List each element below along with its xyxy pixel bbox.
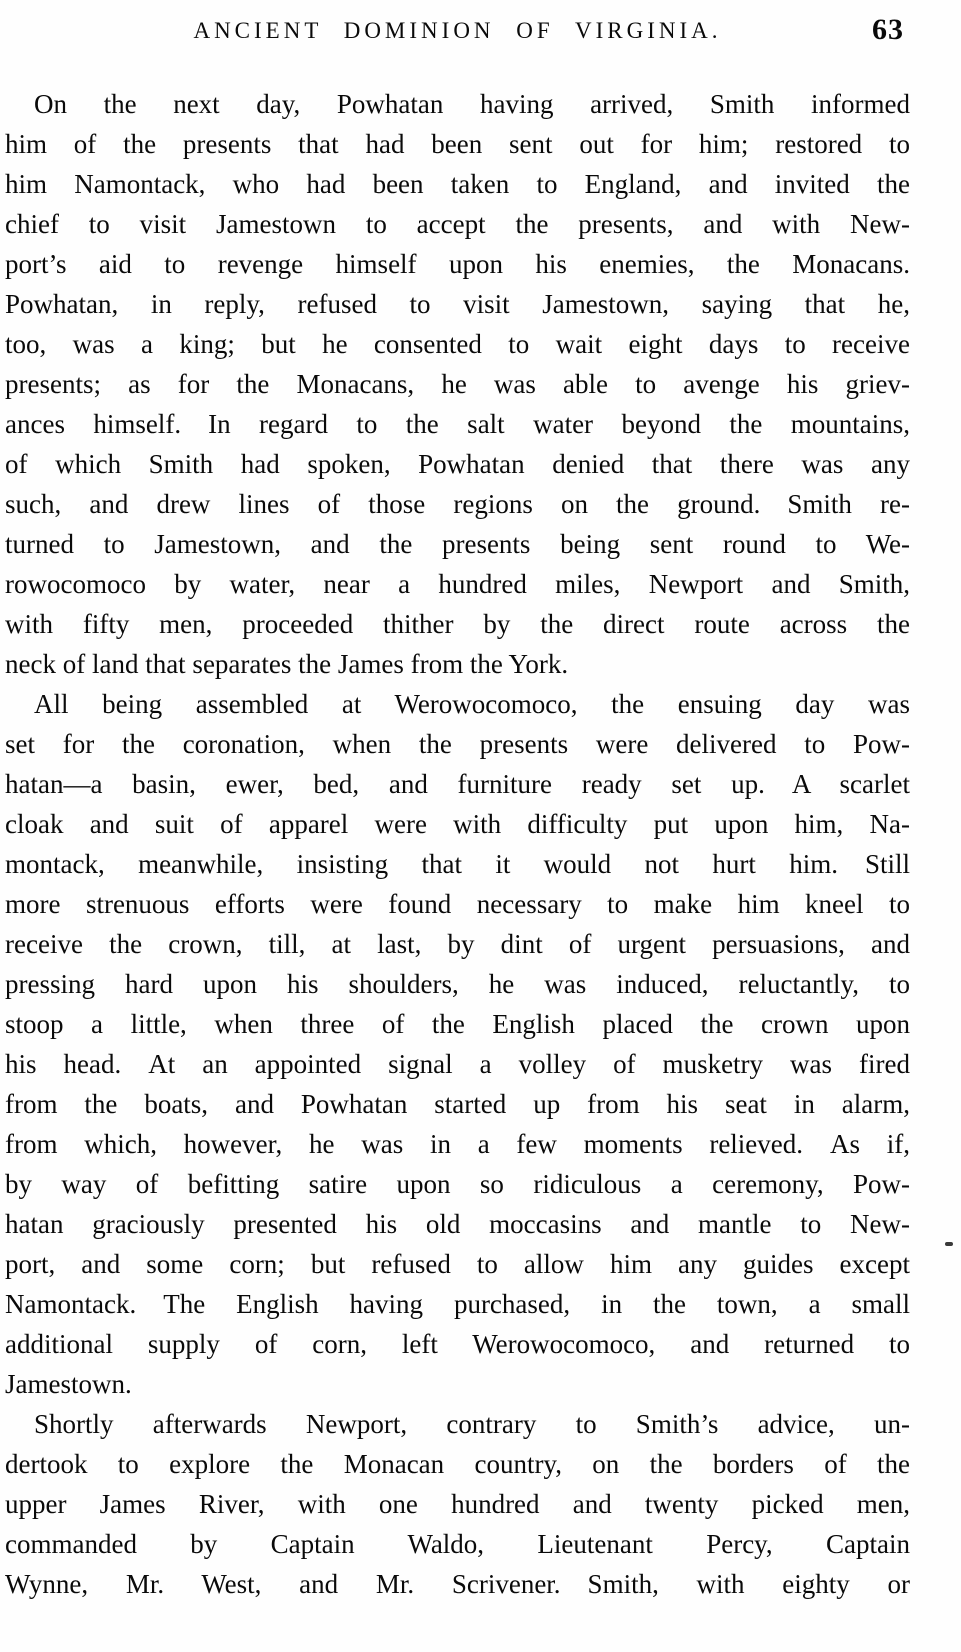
text-line: such, and drew lines of those regions on the ground. Smith re- xyxy=(5,489,910,519)
text-line: too, was a king; but he consented to wait eight days to receive xyxy=(5,329,910,359)
text-line: upper James River, with one hundred and twenty picked men, xyxy=(5,1489,910,1519)
paragraph xyxy=(5,84,910,684)
text-line: presents; as for the Monacans, he was able to avenge his griev- xyxy=(5,369,910,399)
text-line: On the next day, Powhatan having arrived, Smith informed xyxy=(34,89,910,119)
text-line: additional supply of corn, left Werowocomoco, and returned to xyxy=(5,1329,910,1359)
text-line: neck of land that separates the James from the York. xyxy=(5,649,569,679)
text-line: ances himself. In regard to the salt water beyond the mountains, xyxy=(5,409,910,439)
text-line: port, and some corn; but refused to allow him any guides except xyxy=(5,1249,910,1279)
text-line: Jamestown. xyxy=(5,1369,132,1399)
text-line: Namontack. The English having purchased, in the town, a small xyxy=(5,1289,910,1319)
text-line: receive the crown, till, at last, by dint of urgent persuasions, and xyxy=(5,929,910,959)
page-number: 63 xyxy=(872,13,904,46)
text-line: turned to Jamestown, and the presents being sent round to We- xyxy=(5,529,910,559)
text-line: him of the presents that had been sent out for him; restored to xyxy=(5,129,910,159)
text-line: hatan—a basin, ewer, bed, and furniture ready set up. A scarlet xyxy=(5,769,910,799)
text-line: from the boats, and Powhatan started up from his seat in alarm, xyxy=(5,1089,910,1119)
text-line: pressing hard upon his shoulders, he was induced, reluctantly, to xyxy=(5,969,910,999)
text-line: more strenuous efforts were found necessary to make him kneel to xyxy=(5,889,910,919)
text-line: dertook to explore the Monacan country, on the borders of the xyxy=(5,1449,910,1479)
text-line: Powhatan, in reply, refused to visit Jamestown, saying that he, xyxy=(5,289,910,319)
text-line: rowocomoco by water, near a hundred miles, Newport and Smith, xyxy=(5,569,910,599)
text-line: from which, however, he was in a few moments relieved. As if, xyxy=(5,1129,910,1159)
text-line: hatan graciously presented his old moccasins and mantle to New- xyxy=(5,1209,910,1239)
text-line: him Namontack, who had been taken to England, and invited the xyxy=(5,169,910,199)
page-header xyxy=(5,13,910,54)
text-line: commanded by Captain Waldo, Lieutenant Percy, Captain xyxy=(5,1529,910,1559)
page-body xyxy=(5,84,910,1604)
running-title: ANCIENT DOMINION OF VIRGINIA. xyxy=(193,18,722,43)
text-line: with fifty men, proceeded thither by the direct route across the xyxy=(5,609,910,639)
text-line: his head. At an appointed signal a volley of musketry was fired xyxy=(5,1049,910,1079)
text-line: set for the coronation, when the presents were delivered to Pow- xyxy=(5,729,910,759)
text-line: port’s aid to revenge himself upon his enemies, the Monacans. xyxy=(5,249,910,279)
text-line: chief to visit Jamestown to accept the presents, and with New- xyxy=(5,209,910,239)
text-line: stoop a little, when three of the English placed the crown upon xyxy=(5,1009,910,1039)
text-line: cloak and suit of apparel were with difficulty put upon him, Na- xyxy=(5,809,910,839)
paragraph xyxy=(5,684,910,1404)
text-line: Shortly afterwards Newport, contrary to Smith’s advice, un- xyxy=(34,1409,910,1439)
text-line: Wynne, Mr. West, and Mr. Scrivener. Smith, with eighty or xyxy=(5,1569,910,1599)
text-line: montack, meanwhile, insisting that it would not hurt him. Still xyxy=(5,849,910,879)
paragraph xyxy=(5,1404,910,1604)
text-line: by way of befitting satire upon so ridiculous a ceremony, Pow- xyxy=(5,1169,910,1199)
text-line: All being assembled at Werowocomoco, the ensuing day was xyxy=(34,689,910,719)
text-line: of which Smith had spoken, Powhatan denied that there was any xyxy=(5,449,910,479)
ink-speck xyxy=(945,1242,953,1246)
